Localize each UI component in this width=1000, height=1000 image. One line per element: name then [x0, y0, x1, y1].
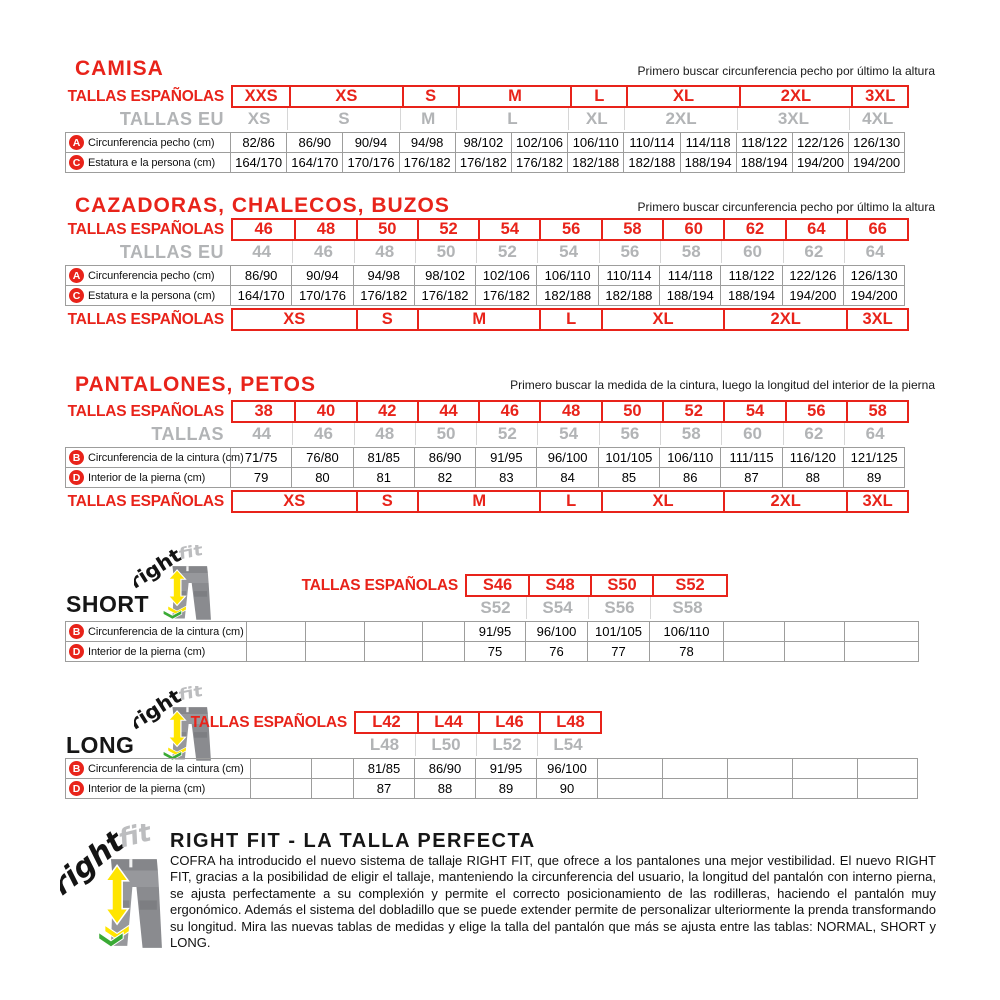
size-cell: 3XL [846, 310, 907, 329]
size-cell: XS [289, 87, 401, 106]
row-label: TALLAS [151, 423, 224, 444]
table-row [65, 152, 909, 173]
value-cell: 176/182 [354, 285, 415, 306]
value-cell: 170/176 [292, 285, 353, 306]
value-cell [306, 641, 365, 662]
value-cell: 114/118 [681, 132, 737, 153]
row-label-text: Interior de la pierna (cm) [88, 782, 206, 795]
eu-size-cell: 4XL [849, 108, 905, 130]
value-cell: 188/194 [737, 152, 793, 173]
value-cell: 89 [476, 778, 537, 799]
value-cell: 188/194 [721, 285, 782, 306]
camisa-size-table [65, 85, 909, 173]
size-cell: 38 [254, 402, 273, 420]
value-cell: 121/125 [844, 447, 905, 468]
value-cell: 76/80 [292, 447, 353, 468]
size-cell: 54 [723, 402, 784, 421]
size-cell: 48 [294, 220, 355, 239]
value-cell: 116/120 [783, 447, 844, 468]
eu-size-cell: 50 [415, 241, 476, 263]
value-cell [663, 778, 728, 799]
size-cell: L46 [478, 713, 539, 732]
row-label-text: Interior de la pierna (cm) [88, 471, 206, 484]
value-cell: 87 [354, 778, 415, 799]
eu-size-cell: 52 [476, 241, 537, 263]
row-label: TALLAS ESPAÑOLAS [67, 87, 224, 105]
size-cell: 46 [478, 402, 539, 421]
table-row [65, 641, 919, 662]
value-cell: 176/182 [415, 285, 476, 306]
measure-badge-a: A [69, 135, 84, 150]
eu-size-cell: 54 [537, 423, 598, 445]
value-cell: 81/85 [354, 447, 415, 468]
value-cell: 182/188 [599, 285, 660, 306]
value-cell [251, 778, 312, 799]
size-cell: S [402, 87, 458, 106]
measure-badge-d: D [69, 644, 84, 659]
value-cell: 76 [526, 641, 588, 662]
table-row [65, 265, 909, 286]
value-cell: 118/122 [721, 265, 782, 286]
value-cell: 101/105 [599, 447, 660, 468]
value-cell: 86/90 [287, 132, 343, 153]
long-title: LONG [66, 732, 135, 758]
table-row [65, 467, 909, 488]
value-cell: 106/110 [650, 621, 724, 642]
value-cell [793, 758, 858, 779]
value-cell: 176/182 [476, 285, 537, 306]
size-cell: 2XL [723, 492, 846, 511]
cazadoras-size-table [65, 218, 909, 331]
row-label-text: Circunferencia pecho (cm) [88, 136, 215, 149]
value-cell [785, 641, 845, 662]
eu-size-cell: S56 [588, 597, 650, 619]
size-cell: L42 [372, 713, 401, 731]
size-cell: L [539, 310, 600, 329]
row-label: TALLAS ESPAÑOLAS [67, 402, 224, 420]
row-label [65, 641, 247, 662]
size-cell: XS [283, 310, 306, 328]
value-cell: 106/110 [660, 447, 721, 468]
row-label: TALLAS ESPAÑOLAS [67, 310, 224, 328]
value-cell: 194/200 [783, 285, 844, 306]
eu-size-cell: 48 [354, 241, 415, 263]
row-label [65, 734, 354, 756]
table-row [65, 241, 909, 263]
row-label: TALLAS EU [119, 108, 224, 129]
value-cell [728, 778, 793, 799]
measure-badge-a: A [69, 268, 84, 283]
eu-size-cell: L48 [369, 735, 400, 754]
size-cell: XXS [244, 87, 278, 105]
size-cell: 2XL [723, 310, 846, 329]
size-cell: M [458, 87, 570, 106]
value-cell: 188/194 [681, 152, 737, 173]
camisa-section-title: CAMISA [75, 57, 164, 80]
value-cell: 170/176 [343, 152, 399, 173]
size-cell: XL [626, 87, 738, 106]
value-cell: 85 [599, 467, 660, 488]
table-row [65, 778, 918, 799]
eu-size-cell: S [287, 108, 399, 130]
value-cell: 77 [588, 641, 650, 662]
measure-badge-b: B [69, 624, 84, 639]
size-cell: L [539, 492, 600, 511]
size-cell: S48 [528, 576, 590, 595]
eu-size-cell: 3XL [737, 108, 849, 130]
value-cell: 75 [465, 641, 526, 662]
size-cell: 2XL [739, 87, 851, 106]
measure-badge-b: B [69, 450, 84, 465]
value-cell [312, 778, 354, 799]
value-cell: 98/102 [415, 265, 476, 286]
value-cell: 71/75 [231, 447, 292, 468]
value-cell: 182/188 [537, 285, 598, 306]
value-cell: 79 [231, 467, 292, 488]
value-cell [785, 621, 845, 642]
value-cell: 106/110 [568, 132, 624, 153]
value-cell: 182/188 [568, 152, 624, 173]
value-cell: 176/182 [512, 152, 568, 173]
value-cell [306, 621, 365, 642]
eu-size-cell: 62 [783, 241, 844, 263]
value-cell: 122/126 [793, 132, 849, 153]
value-cell [663, 758, 728, 779]
value-cell: 126/130 [844, 265, 905, 286]
value-cell: 194/200 [849, 152, 905, 173]
table-row [65, 758, 918, 779]
row-label: TALLAS ESPAÑOLAS [301, 576, 458, 594]
size-cell: M [417, 310, 540, 329]
value-cell [845, 641, 919, 662]
table-row [65, 490, 909, 513]
size-cell: 40 [294, 402, 355, 421]
eu-size-cell: 44 [252, 242, 272, 261]
value-cell: 122/126 [783, 265, 844, 286]
eu-size-cell: 46 [292, 423, 353, 445]
value-cell [423, 641, 465, 662]
value-cell: 88 [783, 467, 844, 488]
eu-size-cell: 56 [599, 241, 660, 263]
value-cell: 182/188 [624, 152, 680, 173]
size-cell: 56 [785, 402, 846, 421]
value-cell [858, 758, 918, 779]
value-cell: 91/95 [476, 758, 537, 779]
size-cell: 42 [356, 402, 417, 421]
eu-size-cell: S54 [526, 597, 588, 619]
measure-badge-d: D [69, 781, 84, 796]
eu-size-cell: 58 [660, 423, 721, 445]
eu-size-cell: 52 [476, 423, 537, 445]
value-cell: 82 [415, 467, 476, 488]
value-cell: 86/90 [231, 265, 292, 286]
value-cell: 102/106 [512, 132, 568, 153]
value-cell: 80 [292, 467, 353, 488]
size-cell: XL [601, 492, 724, 511]
row-label-text: Estatura e la persona (cm) [88, 156, 216, 169]
value-cell: 81/85 [354, 758, 415, 779]
size-cell: 46 [254, 220, 273, 238]
size-cell: 3XL [851, 87, 907, 106]
value-cell: 96/100 [537, 758, 598, 779]
row-label [65, 621, 247, 642]
eu-size-cell: L52 [476, 734, 537, 756]
measure-badge-b: B [69, 761, 84, 776]
measure-badge-d: D [69, 470, 84, 485]
size-cell: 58 [601, 220, 662, 239]
value-cell: 126/130 [849, 132, 905, 153]
table-row [65, 218, 909, 241]
size-cell: S [356, 492, 417, 511]
value-cell: 94/98 [354, 265, 415, 286]
value-cell: 87 [721, 467, 782, 488]
eu-size-cell: 50 [415, 423, 476, 445]
value-cell [598, 778, 663, 799]
size-cell: L44 [417, 713, 478, 732]
eu-size-cell: XS [247, 109, 271, 128]
value-cell: 106/110 [537, 265, 598, 286]
size-cell: M [417, 492, 540, 511]
size-cell: 52 [662, 402, 723, 421]
value-cell [728, 758, 793, 779]
value-cell: 83 [476, 467, 537, 488]
size-cell: 54 [478, 220, 539, 239]
row-label [65, 778, 251, 799]
size-cell: S46 [482, 576, 513, 594]
value-cell [251, 758, 312, 779]
size-cell: XL [601, 310, 724, 329]
value-cell: 96/100 [537, 447, 598, 468]
camisa-note: Primero buscar circunferencia pecho por último la altura [637, 64, 935, 78]
eu-size-cell: 46 [292, 241, 353, 263]
size-cell: 62 [723, 220, 784, 239]
value-cell [312, 758, 354, 779]
value-cell: 78 [650, 641, 724, 662]
row-label-text: Circunferencia de la cintura (cm) [88, 625, 244, 638]
size-cell: 56 [539, 220, 600, 239]
row-label-text: Circunferencia de la cintura (cm) [88, 762, 244, 775]
value-cell [724, 641, 785, 662]
cazadoras-section-title: CAZADORAS, CHALECOS, BUZOS [75, 194, 450, 217]
row-label: TALLAS ESPAÑOLAS [67, 492, 224, 510]
value-cell: 86/90 [415, 758, 476, 779]
table-row [65, 132, 909, 153]
row-label [65, 265, 231, 286]
value-cell: 89 [844, 467, 905, 488]
size-cell: S [356, 310, 417, 329]
table-row [65, 447, 909, 468]
measure-badge-c: C [69, 155, 84, 170]
value-cell: 114/118 [660, 265, 721, 286]
eu-size-cell: 44 [252, 424, 272, 443]
size-cell: 64 [785, 220, 846, 239]
value-cell [793, 778, 858, 799]
row-label: TALLAS ESPAÑOLAS [190, 713, 347, 731]
value-cell: 101/105 [588, 621, 650, 642]
value-cell: 164/170 [231, 152, 287, 173]
value-cell: 94/98 [400, 132, 456, 153]
eu-size-cell: L54 [537, 734, 598, 756]
long-size-table [65, 711, 918, 799]
cazadoras-note: Primero buscar circunferencia pecho por último la altura [637, 200, 935, 214]
eu-size-cell: 60 [721, 241, 782, 263]
size-cell: L48 [539, 713, 600, 732]
size-cell: 60 [662, 220, 723, 239]
size-cell: 66 [846, 220, 907, 239]
row-label [65, 597, 465, 619]
value-cell [247, 621, 306, 642]
row-label [65, 132, 231, 153]
value-cell [365, 621, 423, 642]
eu-size-cell: 56 [599, 423, 660, 445]
eu-size-cell: 48 [354, 423, 415, 445]
row-label-text: Interior de la pierna (cm) [88, 645, 206, 658]
table-row [65, 711, 918, 734]
eu-size-cell: S58 [650, 597, 724, 619]
value-cell: 111/115 [721, 447, 782, 468]
value-cell: 84 [537, 467, 598, 488]
row-label-text: Circunferencia de la cintura (cm) [88, 451, 244, 464]
pantalones-note: Primero buscar la medida de la cintura, luego la longitud del interior de la pierna [510, 378, 935, 392]
value-cell: 164/170 [287, 152, 343, 173]
pantalones-size-table [65, 400, 909, 513]
value-cell: 86/90 [415, 447, 476, 468]
value-cell: 91/95 [476, 447, 537, 468]
value-cell: 176/182 [400, 152, 456, 173]
measure-badge-c: C [69, 288, 84, 303]
table-row [65, 574, 919, 597]
value-cell: 102/106 [476, 265, 537, 286]
value-cell [858, 778, 918, 799]
eu-size-cell: 2XL [624, 108, 736, 130]
eu-size-cell: 64 [844, 423, 905, 445]
value-cell [247, 641, 306, 662]
table-row [65, 308, 909, 331]
eu-size-cell: 62 [783, 423, 844, 445]
value-cell: 164/170 [231, 285, 292, 306]
size-cell: 58 [846, 402, 907, 421]
pantalones-section-title: PANTALONES, PETOS [75, 373, 317, 396]
table-row [65, 423, 909, 445]
value-cell: 194/200 [844, 285, 905, 306]
size-cell: S50 [590, 576, 652, 595]
value-cell: 188/194 [660, 285, 721, 306]
row-label [65, 152, 231, 173]
value-cell: 90 [537, 778, 598, 799]
row-label [65, 447, 244, 468]
value-cell [845, 621, 919, 642]
short-title: SHORT [66, 591, 149, 617]
value-cell [365, 641, 423, 662]
row-label: TALLAS EU [119, 241, 224, 262]
value-cell: 110/114 [624, 132, 680, 153]
value-cell: 194/200 [793, 152, 849, 173]
size-cell: L [570, 87, 626, 106]
value-cell: 86 [660, 467, 721, 488]
value-cell [598, 758, 663, 779]
eu-size-cell: S52 [480, 598, 511, 617]
table-row [65, 85, 909, 108]
row-label [65, 285, 231, 306]
eu-size-cell: 58 [660, 241, 721, 263]
table-row [65, 400, 909, 423]
value-cell: 88 [415, 778, 476, 799]
value-cell [423, 621, 465, 642]
size-cell: 3XL [846, 492, 907, 511]
value-cell: 90/94 [343, 132, 399, 153]
row-label-text: Circunferencia pecho (cm) [88, 269, 215, 282]
table-row [65, 597, 919, 619]
row-label [65, 467, 231, 488]
value-cell: 96/100 [526, 621, 588, 642]
eu-size-cell: 54 [537, 241, 598, 263]
table-row [65, 734, 918, 756]
size-cell: 48 [539, 402, 600, 421]
table-row [65, 621, 919, 642]
value-cell: 90/94 [292, 265, 353, 286]
eu-size-cell: L [456, 108, 568, 130]
rightfit-paragraph: COFRA ha introducido el nuevo sistema de tallaje RIGHT FIT, que ofrece a los pantalones una mejor vestibilidad. El nuevo RIGHT FIT, gracias a la posibilidad de eligir el tallaje, manteniendo la circunferencia del usuario, la longitud del pantalón con interno pierna, se ajusta perfectamente a su complexión y permite el correcto posicionamiento de las rodilleras, haciendo el pantalón muy ergonómico. Además el sistema del dobladillo que se puede extender permite de personalizar ulteriormente la prenda transformando su longitud. Mira las nuevas tablas de medidas y elige la talla del pantalón que más se ajusta entre las tablas: NORMAL, SHORT y LONG. [170, 853, 936, 951]
eu-size-cell: 60 [721, 423, 782, 445]
value-cell: 98/102 [456, 132, 512, 153]
table-row [65, 108, 909, 130]
row-label-text: Estatura e la persona (cm) [88, 289, 216, 302]
size-cell: XS [283, 492, 306, 510]
value-cell [724, 621, 785, 642]
row-label [65, 758, 251, 779]
eu-size-cell: M [400, 108, 456, 130]
eu-size-cell: XL [568, 108, 624, 130]
value-cell: 82/86 [231, 132, 287, 153]
size-cell: 52 [417, 220, 478, 239]
eu-size-cell: 64 [844, 241, 905, 263]
size-cell: 44 [417, 402, 478, 421]
value-cell: 176/182 [456, 152, 512, 173]
size-cell: 50 [601, 402, 662, 421]
eu-size-cell: L50 [415, 734, 476, 756]
rightfit-logo-large [60, 824, 166, 950]
value-cell: 91/95 [465, 621, 526, 642]
value-cell: 110/114 [599, 265, 660, 286]
table-row [65, 285, 909, 306]
value-cell: 81 [354, 467, 415, 488]
short-size-table [65, 574, 919, 662]
size-cell: S52 [652, 576, 726, 595]
value-cell: 118/122 [737, 132, 793, 153]
size-cell: 50 [356, 220, 417, 239]
row-label: TALLAS ESPAÑOLAS [67, 220, 224, 238]
rightfit-title: RIGHT FIT - LA TALLA PERFECTA [170, 830, 536, 852]
